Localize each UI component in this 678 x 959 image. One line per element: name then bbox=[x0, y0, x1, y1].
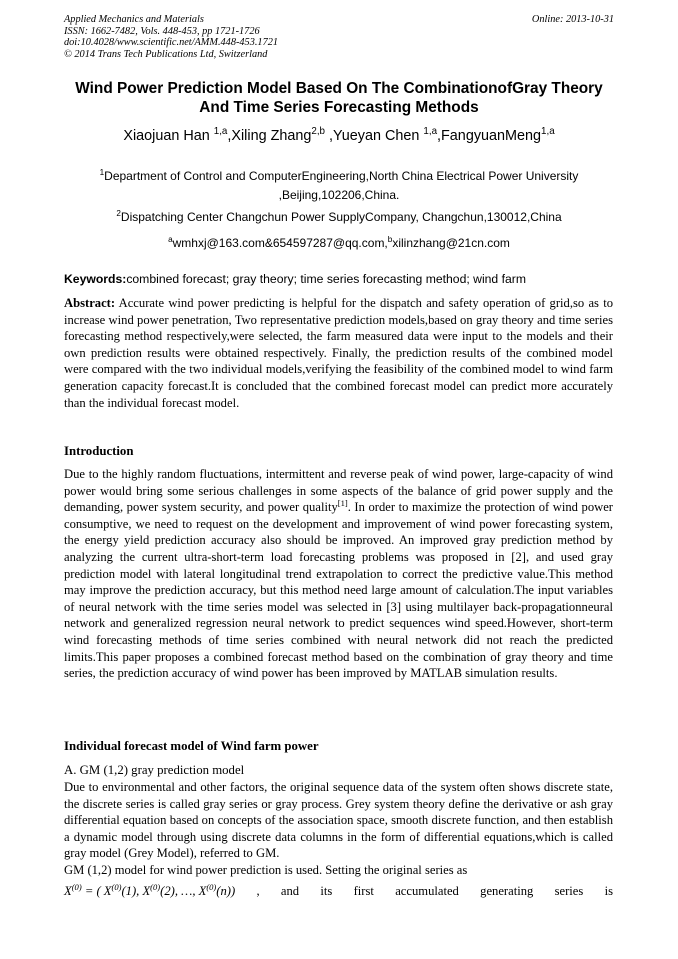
author-affiliation-mark: 1,a bbox=[213, 126, 228, 138]
email-line bbox=[80, 234, 598, 253]
affiliation-1-line-2: ,Beijing,102206,China. bbox=[278, 188, 400, 202]
online-date: Online: 2013-10-31 bbox=[531, 14, 614, 25]
author-separator: , bbox=[227, 128, 232, 144]
title-line-1: Wind Power Prediction Model Based On The CombinationofGray Theory bbox=[75, 80, 603, 97]
keywords-label: Keywords: bbox=[64, 272, 127, 286]
equation-word: first bbox=[353, 884, 374, 898]
introduction-heading: Introduction bbox=[64, 444, 134, 458]
author-name: Yueyan Chen bbox=[332, 128, 424, 144]
author-affiliation-mark: 2,b bbox=[311, 126, 325, 138]
gm-paragraph bbox=[64, 779, 613, 879]
author-list bbox=[40, 127, 638, 145]
equation-line bbox=[64, 883, 613, 900]
equation-word: and bbox=[280, 884, 300, 898]
affiliation-1-line-1: Department of Control and ComputerEngineering,North China Electrical Power University bbox=[104, 169, 579, 183]
affiliation-2-text: Dispatching Center Changchun Power SupplyCompany, Changchun,130012,China bbox=[120, 210, 562, 224]
equation-word: , bbox=[256, 884, 260, 898]
introduction-paragraph bbox=[64, 466, 613, 682]
author-name: FangyuanMeng bbox=[441, 128, 542, 144]
equation-word: accumulated bbox=[395, 884, 459, 898]
citation-ref: [1] bbox=[337, 498, 348, 508]
keywords bbox=[64, 272, 526, 287]
email-mark-a: a bbox=[168, 235, 173, 244]
issn-line: ISSN: 1662-7482, Vols. 448-453, pp 1721-1726 bbox=[64, 25, 260, 37]
author-affiliation-mark: 1,a bbox=[541, 126, 555, 138]
journal-name: Applied Mechanics and Materials bbox=[64, 14, 204, 25]
doi-line: doi:10.4028/www.scientific.net/AMM.448-453.1721 bbox=[64, 37, 279, 49]
abstract-text: Accurate wind power predicting is helpful for the dispatch and safety operation of grid,so as to increase wind power penetration, Two representative prediction models,based on gray theory and time series forecasting method respectively,were selected, the farm measured data were input to the models and their own prediction results were obtained respectively. Finally, the prediction results of the combined model were compared with the two individual models,verifying the feasibility of the combined model to wind farm generation capacity forecast.It is concluded that the combined forecast model can predict more accurately than the individual forecast model. bbox=[64, 296, 613, 410]
equation-word: its bbox=[320, 884, 333, 898]
affiliation-number: 1 bbox=[99, 168, 105, 177]
abstract-label: Abstract: bbox=[64, 296, 116, 310]
email-a: wmhxj@163.com&654597287@qq.com, bbox=[172, 236, 388, 250]
original-series-equation: $X^{(0)}$ = ( $X^{(0)}(1)$, $X^{(0)}(2)$, …, $X^{(0)}(n)$) bbox=[64, 881, 236, 898]
abstract bbox=[64, 295, 613, 411]
author-separator: , bbox=[324, 128, 333, 144]
author-separator: , bbox=[437, 128, 442, 144]
gm-paragraph-2-text: GM (1,2) model for wind power prediction is used. Setting the original series as bbox=[64, 862, 468, 877]
paper-title bbox=[58, 79, 620, 117]
equation-word: is bbox=[604, 884, 613, 898]
introduction-text-b: . In order to maximize the protection of wind power consumptive, we need to request on the development and improvement of wind power forecasting system, the energy yield prediction accuracy also should be improved. An improved gray prediction method by analyzing the current ultra-short-term load forecasting problems was proposed in [2], and used gray prediction model with lateral longitudinal trend extrapolation to correct the predictive value.This method may improve the prediction accuracy, but this method need large amount of calculation.The input variables of neural network with the time series model was selected in [3] using multilayer back-propagationneural network and generalized regression neural network to predict sequences wind speed.However, short-term wind forecasting methods of time series combined with neural network did not reach the predicted limits.This paper proposes a combined forecast method based on the combination of gray theory and time series, the prediction accuracy of wind power has been improved by MATLAB simulation results. bbox=[64, 500, 613, 681]
author-name: Xiling Zhang bbox=[231, 128, 312, 144]
affiliation-number: 2 bbox=[116, 209, 121, 218]
affiliation-1 bbox=[80, 167, 598, 205]
copyright-line: © 2014 Trans Tech Publications Ltd, Switzerland bbox=[64, 48, 268, 60]
keywords-text: combined forecast; gray theory; time series forecasting method; wind farm bbox=[126, 272, 526, 286]
equation-word: series bbox=[554, 884, 584, 898]
journal-header bbox=[64, 14, 278, 60]
introduction-text-a: Due to the highly random fluctuations, intermittent and reverse peak of wind power, large-capacity of wind power would bring some serious challenges in some aspects of the balance of grid power supply and the demanding, power system security, and power quality bbox=[64, 467, 613, 515]
author-affiliation-mark: 1,a bbox=[423, 126, 438, 138]
affiliation-2 bbox=[80, 208, 598, 227]
title-line-2: And Time Series Forecasting Methods bbox=[199, 99, 479, 116]
equation-word: generating bbox=[480, 884, 534, 898]
section-heading: Individual forecast model of Wind farm power bbox=[64, 739, 319, 753]
gm-paragraph-text: Due to environmental and other factors, the original sequence data of the system often shows discrete state, the discrete series is called gray series or gray process. Grey system theory define the derivative or ash gray differential equation based on concepts of the association space, smooth discrete function, and then establish a dynamic model through using discrete data columns in the form of differential equations,which is called gray model (Grey Model), referred to GM. bbox=[64, 780, 613, 861]
author-name: Xiaojuan Han bbox=[123, 128, 214, 144]
email-mark-b: b bbox=[387, 235, 393, 244]
subsection-heading: A. GM (1,2) gray prediction model bbox=[64, 763, 245, 777]
email-b: xilinzhang@21cn.com bbox=[392, 236, 510, 250]
